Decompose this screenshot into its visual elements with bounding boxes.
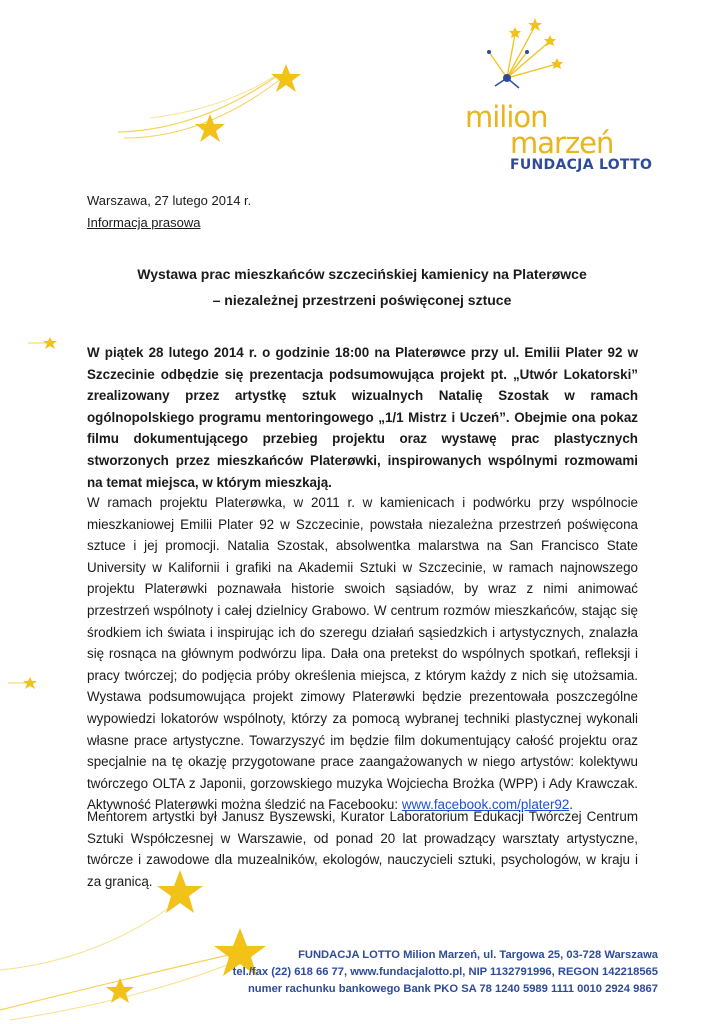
body-paragraph-text: W ramach projektu Platerøwka, w 2011 r. w kamienicach i podwórku przy wspólnocie mieszkaniowej Emilii Plater 92 w Szczecinie, powstała niezależna przestrzeń poświęcona sztuce i jej promocji. Natalia Szostak, absolwentka malarstwa na San Francisco State University w Kalifornii i grafiki na Akademii Sztuki w Szczecinie, w ramach najnowszego projektu Platerøwki poznawała historie swoich sąsiadów, by wraz z nimi animować przestrzeń wspólnoty i całej dzielnicy Grabowo. W centrum rozmów mieszkańców, stając się środkiem ich świata i inspirując ich do szeregu działań sąsiedzkich i artystycznych, znalazła się rosnąca na głównym podwórzu lipa. Dała ona pretekst do wspólnych spotkań, refleksji i pracy twórczej; do podjęcia próby określenia miejsca, z którym każdy z nich się utożsamia. Wystawa podsumowująca projekt zimowy Platerøwki będzie prezentowała poszczególne wypowiedzi lokatorów wspólnoty, którzy za pomocą wybranej techniki plastycznej wykonali własne prace artystyczne. Towarzyszyć im będzie film dokumentujący całość projektu oraz specjalnie na tę okazję przygotowane prace zaangażowanych w niego artystów: kolektywu twórczego OLTA z Japonii, gorzowskiego muzyka Wojciecha Brożka (WPP) i Ady Krawczak. Aktywność Platerøwki można śledzić na Facebooku:	[87, 495, 638, 813]
paragraph-end: .	[569, 797, 574, 813]
logo-word-milion: milion	[465, 100, 548, 134]
date-line: Warszawa, 27 lutego 2014 r.	[87, 193, 252, 208]
footer-address: FUNDACJA LOTTO Milion Marzeń, ul. Targowa 25, 03-728 Warszawa	[298, 949, 658, 961]
logo-foundation-name: FUNDACJA LOTTO	[510, 157, 653, 173]
lead-paragraph: W piątek 28 lutego 2014 r. o godzinie 18:00 na Platerøwce przy ul. Emilii Plater 92 w Szczecinie odbędzie się prezentacja podsumowująca projekt pt. „Utwór Lokatorski” zrealizowany przez artystkę sztuk wizualnych Natalię Szostak w ramach ogólnopolskiego programu mentoringowego „1/1 Mistrz i Uczeń”. Obejmie ona pokaz filmu dokumentującego przebieg projektu oraz wystawę prac plastycznych stworzonych przez mieszkańców Platerøwki, inspirowanych wspólnymi rozmowami na temat miejsca, w którym mieszkają.	[87, 345, 638, 490]
star-icon	[28, 336, 58, 350]
body-paragraph	[87, 492, 638, 816]
mentor-paragraph: Mentorem artystki był Janusz Byszewski, Kurator Laboratorium Edukacji Twórczej Centrum Sztuki Współczesnej w Warszawie, od ponad 20 lat prowadzący warsztaty artystyczne, twórcze i zawodowe dla muzealników, ekologów, nauczycieli sztuki, psychologów, w kraju i za granicą.	[87, 809, 638, 889]
page-title: Wystawa prac mieszkańców szczecińskiej kamienicy na Platerøwce	[137, 266, 587, 282]
footer-contact: tel./fax (22) 618 66 77, www.fundacjalotto.pl, NIP 1132791996, REGON 142218565	[232, 966, 658, 978]
footer-bank-account: numer rachunku bankowego Bank PKO SA 78 1240 5989 1111 0010 2924 9867	[247, 983, 658, 995]
shooting-star-icon	[110, 60, 310, 150]
page-subtitle: – niezależnej przestrzeni poświęconej sztuce	[212, 292, 512, 308]
document-label: Informacja prasowa	[87, 215, 201, 230]
logo-word-marzen: marzeń	[510, 126, 614, 160]
facebook-link[interactable]: www.facebook.com/plater92	[401, 797, 570, 813]
star-icon	[8, 676, 38, 690]
